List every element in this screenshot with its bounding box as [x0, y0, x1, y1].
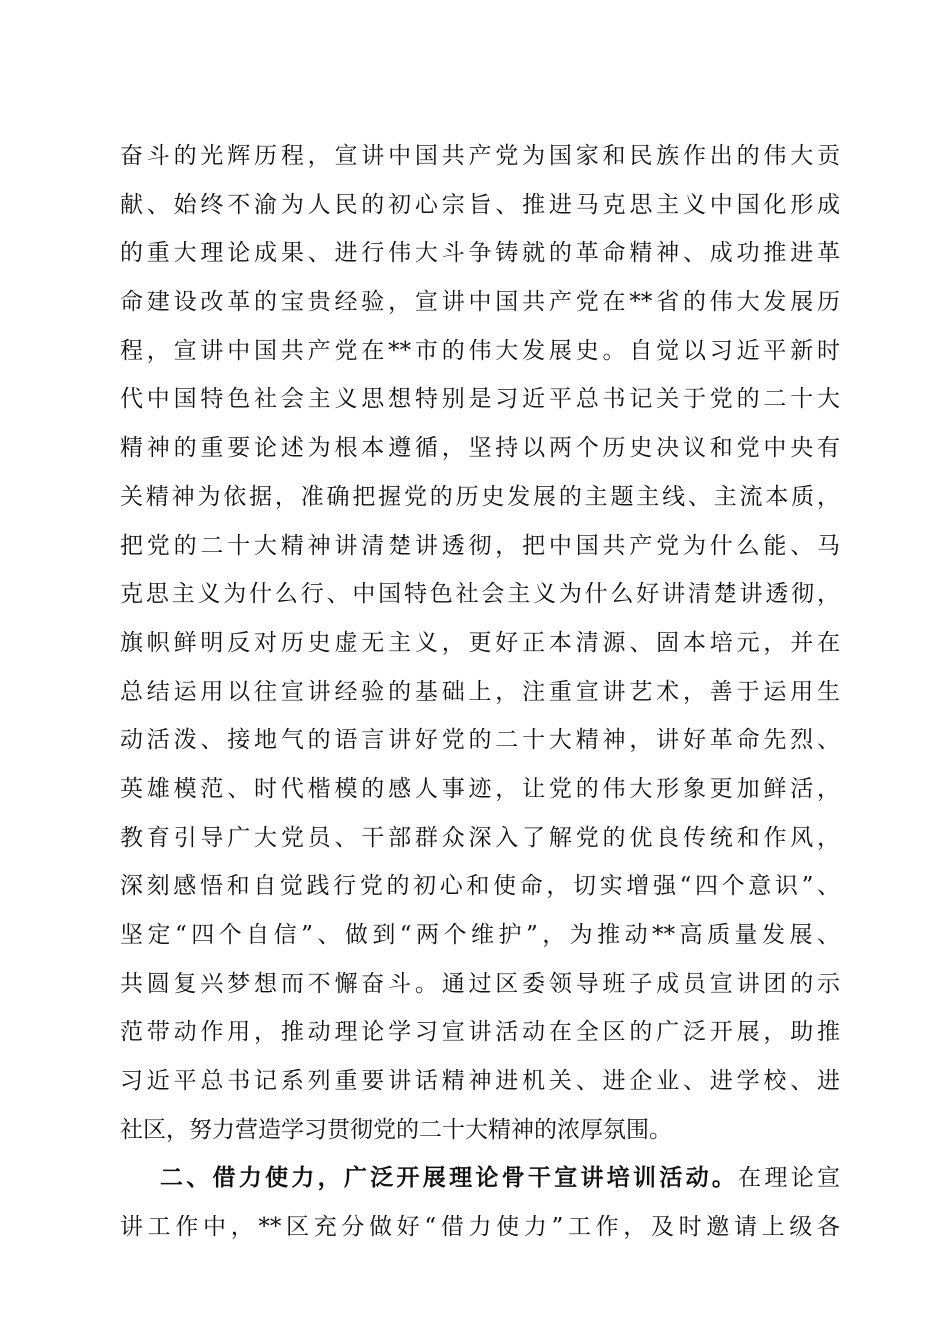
paragraph-line: 关精神为依据，准确把握党的历史发展的主题主线、主流本质，	[120, 483, 840, 510]
paragraph-last-line: 社区，努力营造学习贯彻党的二十大精神的浓厚氛围。	[120, 1116, 672, 1143]
paragraph-line: 程，宣讲中国共产党在**市的伟大发展史。自觉以习近平新时	[120, 337, 840, 364]
paragraph-line: 动活泼、接地气的语言讲好党的二十大精神，讲好革命先烈、	[120, 727, 840, 754]
paragraph-line: 共圆复兴梦想而不懈奋斗。通过区委领导班子成员宣讲团的示	[120, 970, 840, 997]
paragraph-line: 英雄模范、时代楷模的感人事迹，让党的伟大形象更加鲜活，	[120, 775, 840, 802]
paragraph-line: 习近平总书记系列重要讲话精神进机关、进企业、进学校、进	[120, 1068, 840, 1095]
paragraph-line: 教育引导广大党员、干部群众深入了解党的优良传统和作风，	[120, 824, 840, 851]
paragraph-line: 深刻感悟和自觉践行党的初心和使命，切实增强“四个意识”、	[120, 873, 840, 900]
paragraph-line: 把党的二十大精神讲清楚讲透彻，把中国共产党为什么能、马	[120, 532, 840, 559]
section-heading-line	[120, 1154, 840, 1203]
body-text	[120, 132, 840, 1252]
paragraph-line: 命建设改革的宝贵经验，宣讲中国共产党在**省的伟大发展历	[120, 289, 840, 316]
heading-line-rest: 在理论宣	[738, 1165, 841, 1192]
paragraph-line: 克思主义为什么行、中国特色社会主义为什么好讲清楚讲透彻，	[120, 581, 840, 608]
paragraph-line: 坚定“四个自信”、做到“两个维护”，为推动**高质量发展、	[120, 922, 840, 948]
paragraph-line: 的重大理论成果、进行伟大斗争铸就的革命精神、成功推进革	[120, 240, 840, 267]
paragraph-line: 精神的重要论述为根本遵循，坚持以两个历史决议和党中央有	[120, 435, 840, 462]
section-heading: 二、借力使力，广泛开展理论骨干宣讲培训活动。	[160, 1165, 739, 1192]
paragraph-line: 讲工作中，**区充分做好“借力使力”工作，及时邀请上级各	[120, 1214, 840, 1241]
paragraph-line: 奋斗的光辉历程，宣讲中国共产党为国家和民族作出的伟大贡	[120, 143, 840, 169]
paragraph-line: 旗帜鲜明反对历史虚无主义，更好正本清源、固本培元，并在	[120, 629, 840, 656]
paragraph-line: 范带动作用，推动理论学习宣讲活动在全区的广泛开展，助推	[120, 1019, 840, 1046]
paragraph-line: 总结运用以往宣讲经验的基础上，注重宣讲艺术，善于运用生	[120, 678, 840, 705]
paragraph-line: 代中国特色社会主义思想特别是习近平总书记关于党的二十大	[120, 386, 840, 413]
paragraph-line: 献、始终不渝为人民的初心宗旨、推进马克思主义中国化形成	[120, 191, 840, 218]
